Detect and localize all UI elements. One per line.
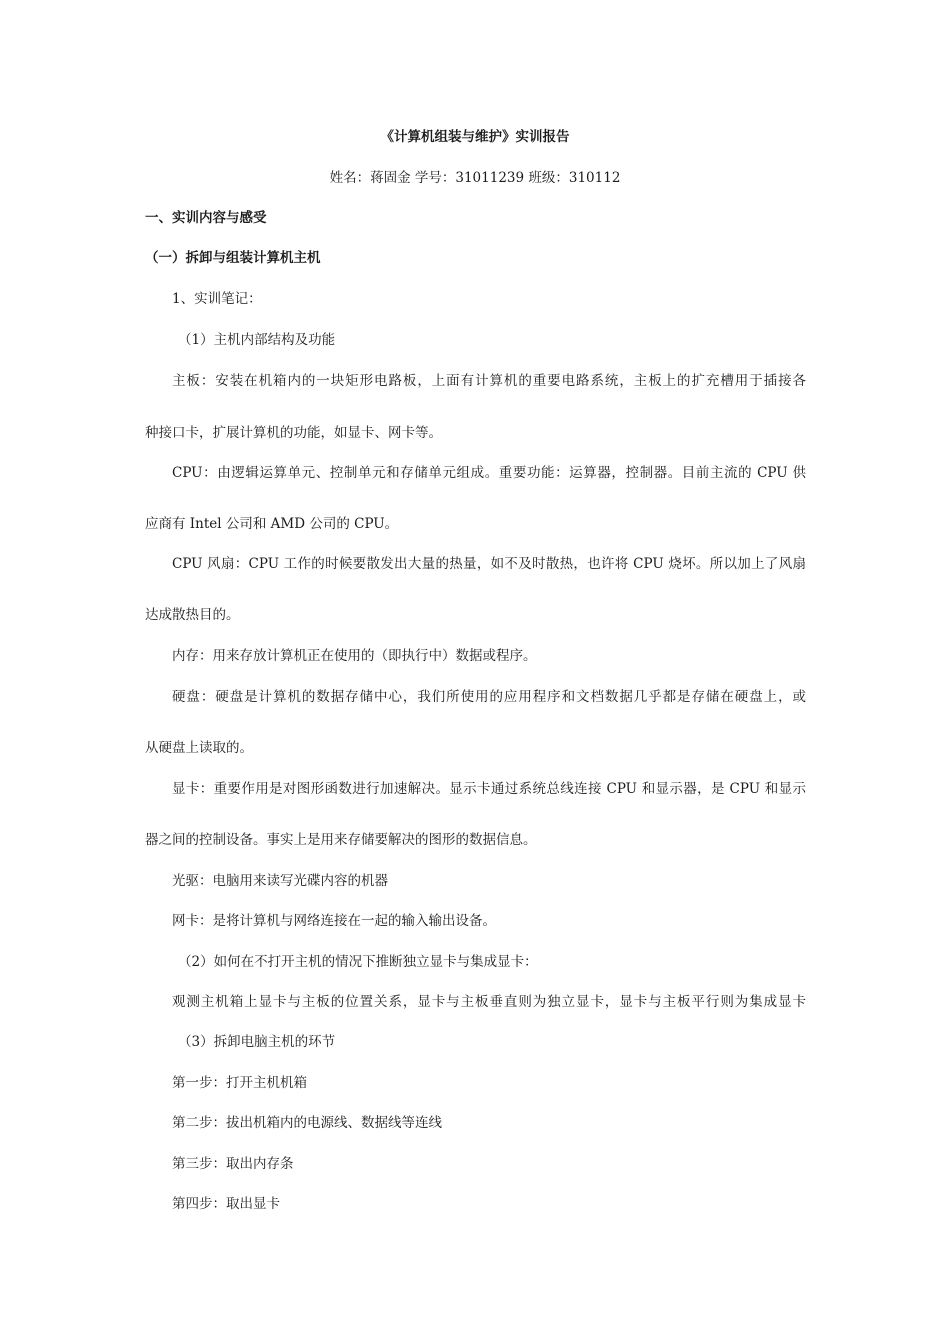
gpu-paragraph-line1: 显卡：重要作用是对图形函数进行加速解决。显示卡通过系统总线连接 CPU 和显示器，是 CPU 和显示 [172, 781, 806, 797]
cpu-paragraph-line2: 应商有 Intel 公司和 AMD 公司的 CPU。 [145, 516, 399, 532]
step-1: 第一步：打开主机机箱 [172, 1075, 307, 1091]
cpu-paragraph-line1: CPU：由逻辑运算单元、控制单元和存储单元组成。重要功能：运算器，控制器。目前主流的 CPU 供 [172, 465, 806, 481]
step-3: 第三步：取出内存条 [172, 1156, 294, 1172]
mainboard-paragraph-line1: 主板：安装在机箱内的一块矩形电路板，上面有计算机的重要电路系统，主板上的扩充槽用于插接各 [172, 373, 806, 389]
mainboard-paragraph-line2: 种接口卡，扩展计算机的功能，如显卡、网卡等。 [145, 425, 442, 441]
item1-heading: （1）主机内部结构及功能 [178, 332, 336, 348]
memory-paragraph: 内存：用来存放计算机正在使用的（即执行中）数据或程序。 [172, 648, 537, 664]
document-title: 《计算机组装与维护》实训报告 [380, 129, 570, 145]
fan-paragraph-line1: CPU 风扇：CPU 工作的时候要散发出大量的热量，如不及时散热，也许将 CPU 烧坏。所以加上了风扇 [172, 556, 806, 572]
item2-heading: （2）如何在不打开主机的情况下推断独立显卡与集成显卡： [178, 954, 538, 970]
fan-paragraph-line2: 达成散热目的。 [145, 607, 240, 623]
section-heading: 一、实训内容与感受 [145, 210, 267, 226]
subsection-heading: （一）拆卸与组装计算机主机 [145, 250, 321, 266]
gpu-paragraph-line2: 器之间的控制设备。事实上是用来存储要解决的图形的数据信息。 [145, 832, 537, 848]
hdd-paragraph-line2: 从硬盘上读取的。 [145, 740, 253, 756]
hdd-paragraph-line1: 硬盘：硬盘是计算机的数据存储中心，我们所使用的应用程序和文档数据几乎都是存储在硬盘上，或 [172, 689, 806, 705]
item2-paragraph: 观测主机箱上显卡与主板的位置关系，显卡与主板垂直则为独立显卡，显卡与主板平行则为集成显卡 [172, 994, 806, 1010]
nic-paragraph: 网卡：是将计算机与网络连接在一起的输入输出设备。 [172, 913, 496, 929]
student-info: 姓名：蒋固金 学号：31011239 班级：310112 [329, 170, 621, 186]
step-4: 第四步：取出显卡 [172, 1196, 280, 1212]
item3-heading: （3）拆卸电脑主机的环节 [178, 1034, 336, 1050]
step-2: 第二步：拔出机箱内的电源线、数据线等连线 [172, 1115, 442, 1131]
notes-label: 1、实训笔记： [172, 291, 262, 307]
optical-drive-paragraph: 光驱：电脑用来读写光碟内容的机器 [172, 873, 388, 889]
